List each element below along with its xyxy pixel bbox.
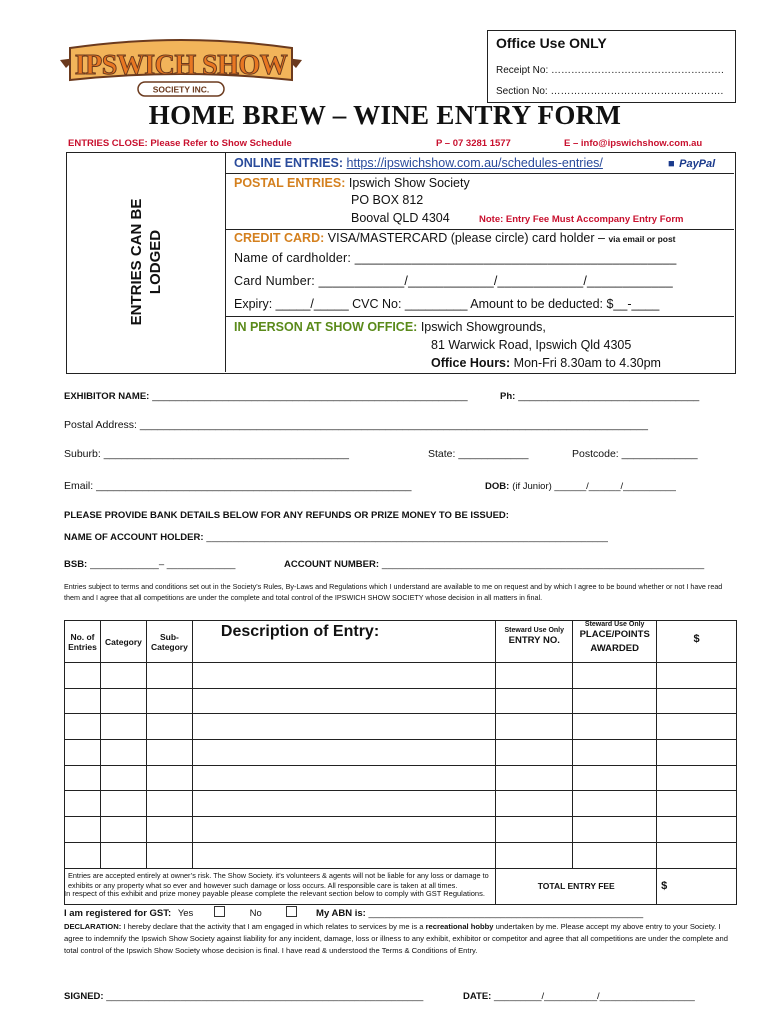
table-cell[interactable] xyxy=(65,765,101,791)
suburb-field[interactable]: __________________________________________ xyxy=(103,448,349,460)
table-cell[interactable] xyxy=(496,663,573,689)
in-person-line-1: Ipswich Showgrounds, xyxy=(420,320,546,334)
table-cell[interactable] xyxy=(657,714,737,740)
section-number-row[interactable] xyxy=(496,86,723,97)
table-cell[interactable] xyxy=(100,842,146,868)
col-category: Category xyxy=(100,621,146,663)
online-url-link[interactable]: https://ipswichshow.com.au/schedules-entries/ xyxy=(346,156,603,170)
table-cell[interactable] xyxy=(100,740,146,766)
table-cell[interactable] xyxy=(65,714,101,740)
card-number-field[interactable]: Card Number: ____________/____________/____________/____________ xyxy=(234,274,673,288)
table-row xyxy=(65,663,737,689)
table-row xyxy=(65,740,737,766)
entry-fee-note: Note: Entry Fee Must Accompany Entry Form xyxy=(479,214,684,225)
risk-note: Entries are accepted entirely at owner’s risk. The Show Society. it’s volunteers & agents will not be liable for any loss or damage to exhibits or any property what so ever and however such damage or loss occurs. All responsible care is taken at all times. xyxy=(65,868,496,904)
state-field[interactable]: ____________ xyxy=(458,448,529,460)
table-cell[interactable] xyxy=(573,765,657,791)
table-cell[interactable] xyxy=(496,842,573,868)
postal-label: POSTAL ENTRIES: xyxy=(234,176,346,190)
table-cell[interactable] xyxy=(657,740,737,766)
col-place-points xyxy=(573,621,657,663)
cardholder-field[interactable]: Name of cardholder: _____________________________________________ xyxy=(234,251,677,265)
col-sub-category: Sub-Category xyxy=(146,621,192,663)
table-cell[interactable] xyxy=(65,663,101,689)
table-cell[interactable] xyxy=(65,791,101,817)
table-cell[interactable] xyxy=(496,791,573,817)
form-title: HOME BREW – WINE ENTRY FORM xyxy=(148,100,622,130)
state-row[interactable] xyxy=(428,448,528,460)
postal-address-label: Postal Address: xyxy=(64,419,137,431)
lodged-line-2: LODGED xyxy=(147,229,164,295)
table-cell[interactable] xyxy=(100,714,146,740)
table-cell[interactable] xyxy=(100,765,146,791)
abn-field[interactable]: ____________________________________________________ xyxy=(368,908,644,919)
table-cell[interactable] xyxy=(573,688,657,714)
date-label: DATE: xyxy=(463,991,492,1002)
table-cell[interactable] xyxy=(100,663,146,689)
credit-label: CREDIT CARD: xyxy=(234,231,325,245)
table-cell[interactable] xyxy=(65,842,101,868)
declaration-highlight: recreational hobby xyxy=(425,922,494,931)
dob-label: DOB: xyxy=(485,481,510,492)
suburb-row[interactable] xyxy=(64,448,349,460)
gst-no-checkbox[interactable] xyxy=(286,906,297,917)
postal-entries-row xyxy=(234,176,470,190)
total-entry-fee-label: TOTAL ENTRY FEE xyxy=(496,868,657,904)
table-cell[interactable] xyxy=(192,817,495,843)
gst-row xyxy=(64,906,643,919)
section-label: Section No: xyxy=(496,86,548,97)
table-row xyxy=(65,688,737,714)
state-label: State: xyxy=(428,448,456,460)
table-cell[interactable] xyxy=(573,663,657,689)
col-amount: $ xyxy=(657,621,737,663)
table-cell[interactable] xyxy=(573,791,657,817)
table-cell[interactable] xyxy=(100,688,146,714)
office-hours-label: Office Hours: xyxy=(431,356,511,370)
postcode-field[interactable]: _____________ xyxy=(621,448,698,460)
receipt-value: ……………………………………………. xyxy=(551,65,724,76)
office-use-title: Office Use ONLY xyxy=(496,35,607,51)
email-label: Email: xyxy=(64,480,94,492)
declaration-paragraph xyxy=(64,921,736,957)
expiry-cvc-amount-field[interactable]: Expiry: _____/_____ CVC No: _________ Amount to be deducted: $__-____ xyxy=(234,297,660,311)
entry-rows xyxy=(65,663,737,869)
ipswich-show-logo xyxy=(56,38,306,104)
table-row xyxy=(65,765,737,791)
declaration-text-2: undertaken by me. Please accept my above entry to your Society. I agree to indemnify the Ipswich Show Society against liability for any incident, damage, loss or illness to any exhibit, exhibitor or competitor and agree that all competitions are under the complete and total control of the Ipswich Show Society whose decision is final. I have read & understood the Terms & Conditions of Entry. xyxy=(64,922,728,955)
postal-address-line-1: Ipswich Show Society xyxy=(348,176,470,190)
table-row xyxy=(65,842,737,868)
office-hours-value: Mon-Fri 8.30am to 4.30pm xyxy=(513,356,661,370)
entries-can-be-lodged-label xyxy=(71,152,221,372)
table-cell[interactable] xyxy=(65,817,101,843)
steward-note: Steward Use Only xyxy=(584,621,645,628)
table-cell[interactable] xyxy=(192,714,495,740)
table-cell[interactable] xyxy=(657,688,737,714)
table-cell[interactable] xyxy=(146,740,192,766)
abn-label: My ABN is: xyxy=(316,908,366,919)
online-entries-row xyxy=(234,156,603,170)
signed-field[interactable]: ____________________________________________________________ xyxy=(106,991,424,1002)
email-contact: E – info@ipswichshow.com.au xyxy=(564,138,703,149)
online-label: ONLINE ENTRIES: xyxy=(234,156,344,170)
table-cell[interactable] xyxy=(496,817,573,843)
table-cell[interactable] xyxy=(146,842,192,868)
postal-address-line-2: PO BOX 812 xyxy=(351,193,424,207)
bank-details-heading: PLEASE PROVIDE BANK DETAILS BELOW FOR ANY REFUNDS OR PRIZE MONEY TO BE ISSUED: xyxy=(64,510,509,521)
gst-no-label: No xyxy=(249,908,262,919)
credit-card-row xyxy=(234,231,676,245)
receipt-number-row[interactable] xyxy=(496,65,724,76)
svg-text:SOCIETY INC.: SOCIETY INC. xyxy=(152,84,210,95)
postcode-row[interactable] xyxy=(572,448,698,460)
table-cell[interactable] xyxy=(100,791,146,817)
table-cell[interactable] xyxy=(65,740,101,766)
col-description: Description of Entry: xyxy=(192,621,495,663)
credit-text: VISA/MASTERCARD (please circle) card holder – xyxy=(327,231,605,245)
table-cell[interactable] xyxy=(573,842,657,868)
account-name-row[interactable] xyxy=(64,531,608,543)
in-person-label: IN PERSON AT SHOW OFFICE: xyxy=(234,320,418,334)
table-cell[interactable] xyxy=(146,765,192,791)
gst-yes-label: Yes xyxy=(177,908,194,919)
table-cell[interactable] xyxy=(573,817,657,843)
phone-contact: P – 07 3281 1577 xyxy=(436,138,511,149)
divider xyxy=(226,229,734,230)
account-number-label: ACCOUNT NUMBER: xyxy=(284,559,379,570)
entry-no-label: ENTRY NO. xyxy=(508,635,560,646)
gst-yes-checkbox[interactable] xyxy=(214,906,225,917)
table-cell[interactable] xyxy=(192,791,495,817)
exhibitor-name-row[interactable] xyxy=(64,390,468,402)
section-value: ……………………………………………. xyxy=(550,86,724,97)
table-cell[interactable] xyxy=(657,765,737,791)
table-cell[interactable] xyxy=(657,842,737,868)
gst-registered-label: I am registered for GST: xyxy=(64,908,172,919)
table-cell[interactable] xyxy=(146,714,192,740)
account-number-row[interactable] xyxy=(284,558,704,570)
bsb-row[interactable] xyxy=(64,558,235,570)
credit-via: via email or post xyxy=(608,234,676,244)
table-cell[interactable] xyxy=(192,765,495,791)
table-cell[interactable] xyxy=(192,663,495,689)
phone-field[interactable]: _______________________________ xyxy=(518,390,700,402)
exhibitor-name-field[interactable]: ______________________________________________________ xyxy=(152,390,468,402)
place-points-label: PLACE/POINTS AWARDED xyxy=(579,629,650,654)
table-cell[interactable] xyxy=(657,817,737,843)
table-cell[interactable] xyxy=(496,740,573,766)
declaration-text-1: I hereby declare that the activity that I am engaged in which relates to services by me is a xyxy=(123,922,424,931)
postal-address-line-3: Booval QLD 4304 xyxy=(351,211,450,225)
gst-note: In respect of this exhibit and prize money payable please complete the relevant section below to comply with GST Regulations. xyxy=(64,889,485,898)
date-field[interactable]: _________/__________/__________________ xyxy=(493,991,695,1002)
dob-row[interactable] xyxy=(485,480,676,492)
account-number-field[interactable]: _____________________________________________________________ xyxy=(381,559,705,570)
col-no-of-entries: No. of Entries xyxy=(65,621,101,663)
date-row[interactable] xyxy=(463,991,695,1002)
svg-text:IPSWICH SHOW: IPSWICH SHOW xyxy=(74,50,288,81)
phone-row[interactable] xyxy=(500,390,699,402)
table-cell[interactable] xyxy=(192,688,495,714)
table-cell[interactable] xyxy=(496,765,573,791)
table-cell[interactable] xyxy=(657,663,737,689)
account-name-field[interactable]: ____________________________________________________________________________ xyxy=(206,532,608,543)
table-cell[interactable] xyxy=(192,740,495,766)
table-cell[interactable] xyxy=(573,740,657,766)
lodged-line-1: ENTRIES CAN BE xyxy=(128,198,145,326)
dob-field[interactable]: (if Junior) ______/______/__________ xyxy=(512,481,676,492)
signed-label: SIGNED: xyxy=(64,991,104,1002)
paypal-text: PayPal xyxy=(679,158,716,170)
office-use-box xyxy=(487,30,736,103)
postcode-label: Postcode: xyxy=(572,448,619,460)
email-field[interactable]: ______________________________________________________ xyxy=(96,480,412,492)
terms-text: Entries subject to terms and conditions set out in the Society’s Rules, By-Laws and Regulations which I understand are available to me on request and by which I agree to be bound whether or not I have read them and I agree that all competitions are under the complete and total control of the IPSWICH SHOW SOCIETY whose decision in all matters in final. xyxy=(64,582,723,602)
signed-row[interactable] xyxy=(64,991,423,1002)
divider xyxy=(226,316,734,317)
postal-address-field[interactable]: _______________________________________________________________________________________ xyxy=(139,419,648,431)
table-cell[interactable] xyxy=(496,688,573,714)
table-row xyxy=(65,791,737,817)
table-row xyxy=(65,714,737,740)
bsb-label: BSB: xyxy=(64,559,88,570)
bsb-field[interactable]: _____________– _____________ xyxy=(90,559,236,570)
table-cell[interactable] xyxy=(657,791,737,817)
paypal-logo: ■ PayPal xyxy=(668,158,716,170)
account-name-label: NAME OF ACCOUNT HOLDER: xyxy=(64,532,204,543)
entries-close-note: ENTRIES CLOSE: Please Refer to Show Schedule xyxy=(68,138,292,149)
office-hours-row xyxy=(431,356,661,370)
table-cell[interactable] xyxy=(146,791,192,817)
email-row[interactable] xyxy=(64,480,411,492)
total-entry-fee-value[interactable]: $ xyxy=(657,868,737,904)
table-header-row xyxy=(65,621,737,663)
receipt-label: Receipt No: xyxy=(496,65,549,76)
col-entry-no xyxy=(496,621,573,663)
table-cell[interactable] xyxy=(100,817,146,843)
table-row xyxy=(65,817,737,843)
table-cell[interactable] xyxy=(146,663,192,689)
steward-note: Steward Use Only xyxy=(504,627,565,634)
in-person-line-2: 81 Warwick Road, Ipswich Qld 4305 xyxy=(431,338,632,352)
table-cell[interactable] xyxy=(496,714,573,740)
declaration-label: DECLARATION: xyxy=(64,922,122,931)
postal-address-row[interactable] xyxy=(64,419,648,431)
in-person-row xyxy=(234,320,546,334)
lodge-divider xyxy=(225,152,226,372)
divider xyxy=(226,173,734,174)
table-cell[interactable] xyxy=(146,688,192,714)
phone-label: Ph: xyxy=(500,391,516,402)
table-cell[interactable] xyxy=(65,688,101,714)
table-cell[interactable] xyxy=(146,817,192,843)
exhibitor-name-label: EXHIBITOR NAME: xyxy=(64,391,150,402)
table-cell[interactable] xyxy=(573,714,657,740)
table-cell[interactable] xyxy=(192,842,495,868)
entries-table xyxy=(64,620,737,905)
suburb-label: Suburb: xyxy=(64,448,101,460)
